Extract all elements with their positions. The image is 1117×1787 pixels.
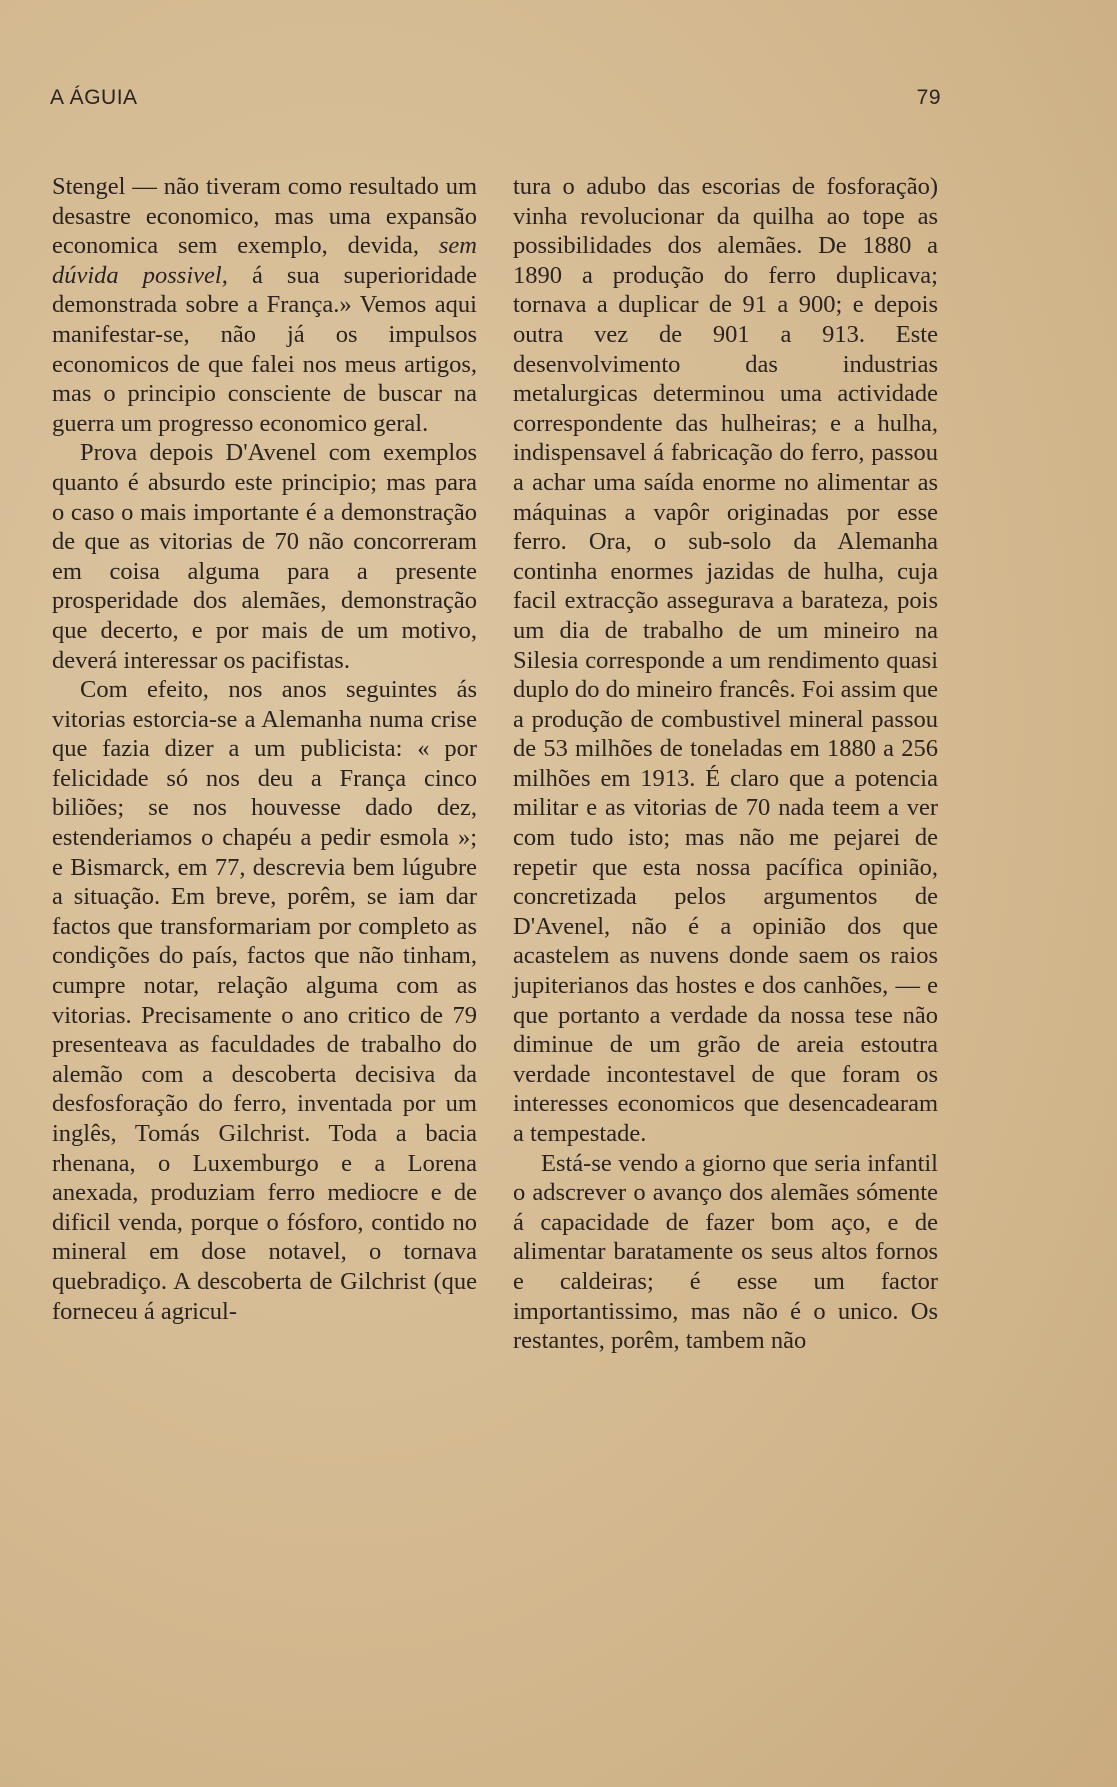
paragraph: Prova depois D'Avenel com exemplos quanto é absurdo este principio; mas para o caso o mais importante é a demonstração de que as vitorias de 70 não concorreram em coisa alguma para a presente prosperidade dos alemães, demonstração que decerto, e por mais de um motivo, deverá interessar os pacifistas. <box>52 439 477 674</box>
text-run: Stengel — não tiveram como resultado um desastre economico, mas uma expansão economica sem exemplo, devida, <box>52 173 477 260</box>
paragraph <box>52 172 477 438</box>
paragraph: Está-se vendo a giorno que seria infantil o adscrever o avanço dos alemães sómente á capacidade de fazer bom aço, e de alimentar baratamente os seus altos fornos e caldeiras; é esse um factor importantissimo, mas não é o unico. Os restantes, porêm, tambem não <box>513 1149 938 1355</box>
journal-title: A ÁGUIA <box>50 86 138 109</box>
right-column <box>513 172 938 1356</box>
running-header <box>50 86 941 110</box>
paragraph: Com efeito, nos anos seguintes ás vitorias estorcia-se a Alemanha numa crise que fazia dizer a um publicista: « por felicidade só nos deu a França cinco biliões; se nos houvesse dado dez, estenderiamos o chapéu a pedir esmola »; e Bismarck, em 77, descrevia bem lúgubre a situação. Em breve, porêm, se iam dar factos que transformariam por completo as condições do país, factos que não tinham, cumpre notar, relação alguma com as vitorias. Precisamente o ano critico de 79 presenteava as faculdades de trabalho do alemão com a descoberta decisiva da desfosforação do ferro, inventada por um inglês, Tomás Gilchrist. Toda a bacia rhenana, o Luxemburgo e a Lorena anexada, produziam ferro mediocre e de dificil venda, porque o fósforo, contido no mineral em dose notavel, o tornava quebradiço. A descoberta de Gilchrist (que forneceu á agricul- <box>52 676 477 1325</box>
text-run: á sua superioridade demonstrada sobre a França.» Vemos aqui manifestar-se, não já os impulsos economicos de que falei nos meus artigos, mas o principio consciente de buscar na guerra um progresso economico geral. <box>52 261 477 437</box>
paragraph: tura o adubo das escorias de fosforação) vinha revolucionar da quilha ao tope as possibilidades dos alemães. De 1880 a 1890 a produção do ferro duplicava; tornava a duplicar de 91 a 900; e depois outra vez de 901 a 913. Este desenvolvimento das industrias metalurgicas determinou uma actividade correspondente das hulheiras; e a hulha, indispensavel á fabricação do ferro, passou a achar uma saída enorme no alimentar as máquinas a vapôr originadas por esse ferro. Ora, o sub-solo da Alemanha continha enormes jazidas de hulha, cuja facil extracção assegurava a barateza, pois um dia de trabalho de um mineiro na Silesia corresponde a um rendimento quasi duplo do do mineiro francês. Foi assim que a produção de combustivel mineral passou de 53 milhões de toneladas em 1880 a 256 milhões em 1913. É claro que a potencia militar e as vitorias de 70 nada teem a ver com tudo isto; mas não me pejarei de repetir que esta nossa pacífica opinião, concretizada pelos argumentos de D'Avenel, não é a opinião dos que acastelem as nuvens donde saem os raios jupiterianos das hostes e dos canhões, — e que portanto a verdade da nossa tese não diminue de um grão de areia estoutra verdade incontestavel de que foram os interesses economicos que desencadearam a tempestade. <box>513 173 938 1147</box>
italic-text-run: sem dúvida possivel, <box>52 232 477 289</box>
left-column <box>52 172 477 1326</box>
page-number: 79 <box>916 86 941 109</box>
